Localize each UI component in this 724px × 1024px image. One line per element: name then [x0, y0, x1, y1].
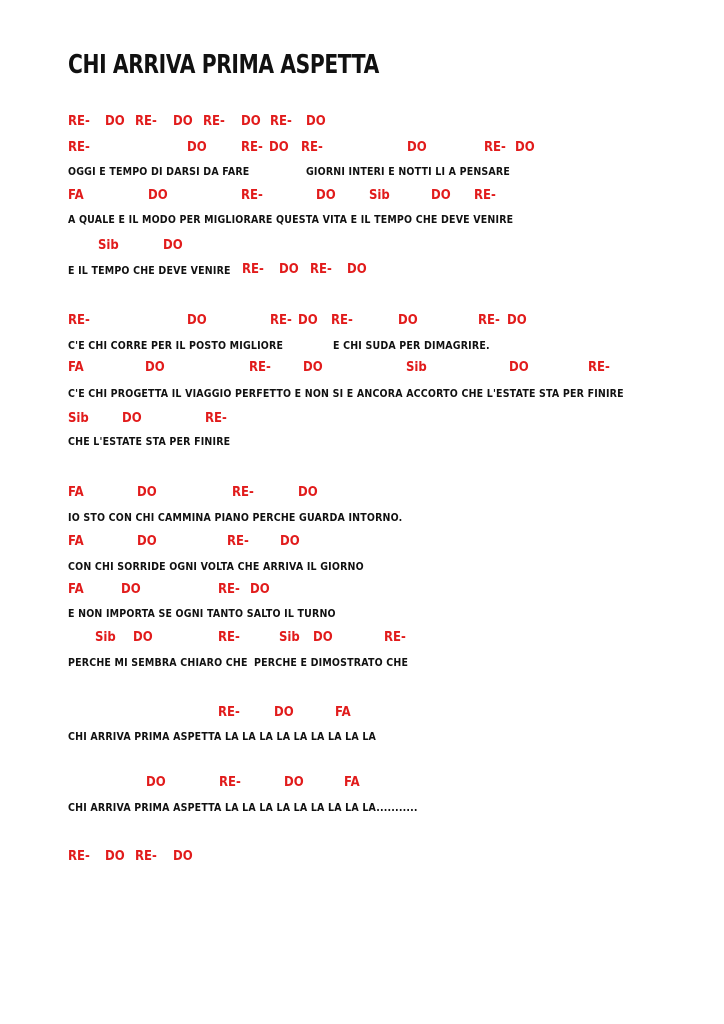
chord-label: RE- — [484, 140, 506, 155]
chord-label: DO — [298, 485, 318, 500]
chord-label: DO — [145, 360, 165, 375]
lyric-line: C'E CHI CORRE PER IL POSTO MIGLIORE — [68, 340, 284, 352]
chord-label: RE- — [205, 411, 227, 426]
chord-label: DO — [187, 140, 207, 155]
chord-label: DO — [509, 360, 529, 375]
chord-label: RE- — [68, 114, 90, 129]
chord-label: DO — [173, 114, 193, 129]
chord-label: Sib — [279, 630, 300, 645]
chord-label: DO — [398, 313, 418, 328]
chord-label: DO — [137, 485, 157, 500]
chord-label: RE- — [135, 849, 157, 864]
chord-label: DO — [284, 775, 304, 790]
chord-label: RE- — [588, 360, 610, 375]
chord-label: RE- — [249, 360, 271, 375]
chord-label: DO — [303, 360, 323, 375]
chord-label: RE- — [218, 582, 240, 597]
chord-label: DO — [241, 114, 261, 129]
chord-label: DO — [133, 630, 153, 645]
lyric-line: IO STO CON CHI CAMMINA PIANO PERCHE GUARDA INTORNO. — [68, 512, 403, 524]
chord-label: RE- — [218, 705, 240, 720]
chord-label: FA — [344, 775, 360, 790]
chord-label: RE- — [68, 313, 90, 328]
chord-label: DO — [431, 188, 451, 203]
chord-label: RE- — [270, 114, 292, 129]
chord-label: Sib — [98, 238, 119, 253]
chord-label: DO — [137, 534, 157, 549]
chord-label: DO — [146, 775, 166, 790]
chord-label: FA — [68, 582, 84, 597]
chord-label: DO — [280, 534, 300, 549]
chord-label: DO — [279, 262, 299, 277]
lyric-line: PERCHE MI SEMBRA CHIARO CHE — [68, 657, 248, 669]
lyric-line: E IL TEMPO CHE DEVE VENIRE — [68, 265, 231, 277]
lyric-line: CON CHI SORRIDE OGNI VOLTA CHE ARRIVA IL GIORNO — [68, 561, 364, 573]
chord-label: DO — [163, 238, 183, 253]
chord-label: DO — [515, 140, 535, 155]
chord-label: RE- — [135, 114, 157, 129]
chord-label: DO — [122, 411, 142, 426]
chord-label: RE- — [232, 485, 254, 500]
lyric-line: CHI ARRIVA PRIMA ASPETTA LA LA LA LA LA LA LA LA LA........... — [68, 802, 418, 814]
chord-label: DO — [316, 188, 336, 203]
chord-label: DO — [313, 630, 333, 645]
lyric-line: C'E CHI PROGETTA IL VIAGGIO PERFETTO E NON SI E ANCORA ACCORTO CHE L'ESTATE STA PER FINIRE — [68, 388, 624, 400]
chord-label: DO — [105, 849, 125, 864]
lyric-line: E CHI SUDA PER DIMAGRIRE. — [333, 340, 490, 352]
lyric-line: PERCHE E DIMOSTRATO CHE — [254, 657, 409, 669]
chord-label: DO — [173, 849, 193, 864]
chord-label: RE- — [203, 114, 225, 129]
chord-label: Sib — [406, 360, 427, 375]
chord-label: RE- — [218, 630, 240, 645]
chord-label: DO — [274, 705, 294, 720]
chord-label: FA — [68, 360, 84, 375]
lyric-line: OGGI E TEMPO DI DARSI DA FARE — [68, 166, 250, 178]
chord-label: DO — [148, 188, 168, 203]
chord-label: RE- — [68, 849, 90, 864]
lyric-line: A QUALE E IL MODO PER MIGLIORARE QUESTA VITA E IL TEMPO CHE DEVE VENIRE — [68, 214, 514, 226]
chord-label: FA — [68, 485, 84, 500]
chord-label: DO — [306, 114, 326, 129]
chord-label: RE- — [219, 775, 241, 790]
chord-label: RE- — [474, 188, 496, 203]
chord-label: Sib — [369, 188, 390, 203]
lyric-line: CHI ARRIVA PRIMA ASPETTA LA LA LA LA LA LA LA LA LA — [68, 731, 377, 743]
chord-label: DO — [269, 140, 289, 155]
chord-label: RE- — [478, 313, 500, 328]
lyric-line: CHE L'ESTATE STA PER FINIRE — [68, 436, 231, 448]
chord-label: DO — [407, 140, 427, 155]
chord-label: FA — [68, 534, 84, 549]
chord-label: DO — [347, 262, 367, 277]
chord-label: DO — [250, 582, 270, 597]
chord-label: RE- — [384, 630, 406, 645]
chord-label: Sib — [95, 630, 116, 645]
chord-label: RE- — [301, 140, 323, 155]
chord-label: RE- — [270, 313, 292, 328]
song-title: CHI ARRIVA PRIMA ASPETTA — [68, 50, 379, 80]
chord-label: RE- — [241, 188, 263, 203]
chord-label: RE- — [331, 313, 353, 328]
chord-label: DO — [298, 313, 318, 328]
lyric-line: GIORNI INTERI E NOTTI LI A PENSARE — [306, 166, 511, 178]
chord-label: RE- — [310, 262, 332, 277]
lyric-line: E NON IMPORTA SE OGNI TANTO SALTO IL TURNO — [68, 608, 336, 620]
chord-label: RE- — [68, 140, 90, 155]
chord-label: RE- — [227, 534, 249, 549]
chord-label: FA — [335, 705, 351, 720]
chord-label: FA — [68, 188, 84, 203]
chord-label: Sib — [68, 411, 89, 426]
chord-label: RE- — [241, 140, 263, 155]
chord-label: RE- — [242, 262, 264, 277]
chord-label: DO — [187, 313, 207, 328]
chord-label: DO — [121, 582, 141, 597]
chord-label: DO — [507, 313, 527, 328]
chord-label: DO — [105, 114, 125, 129]
